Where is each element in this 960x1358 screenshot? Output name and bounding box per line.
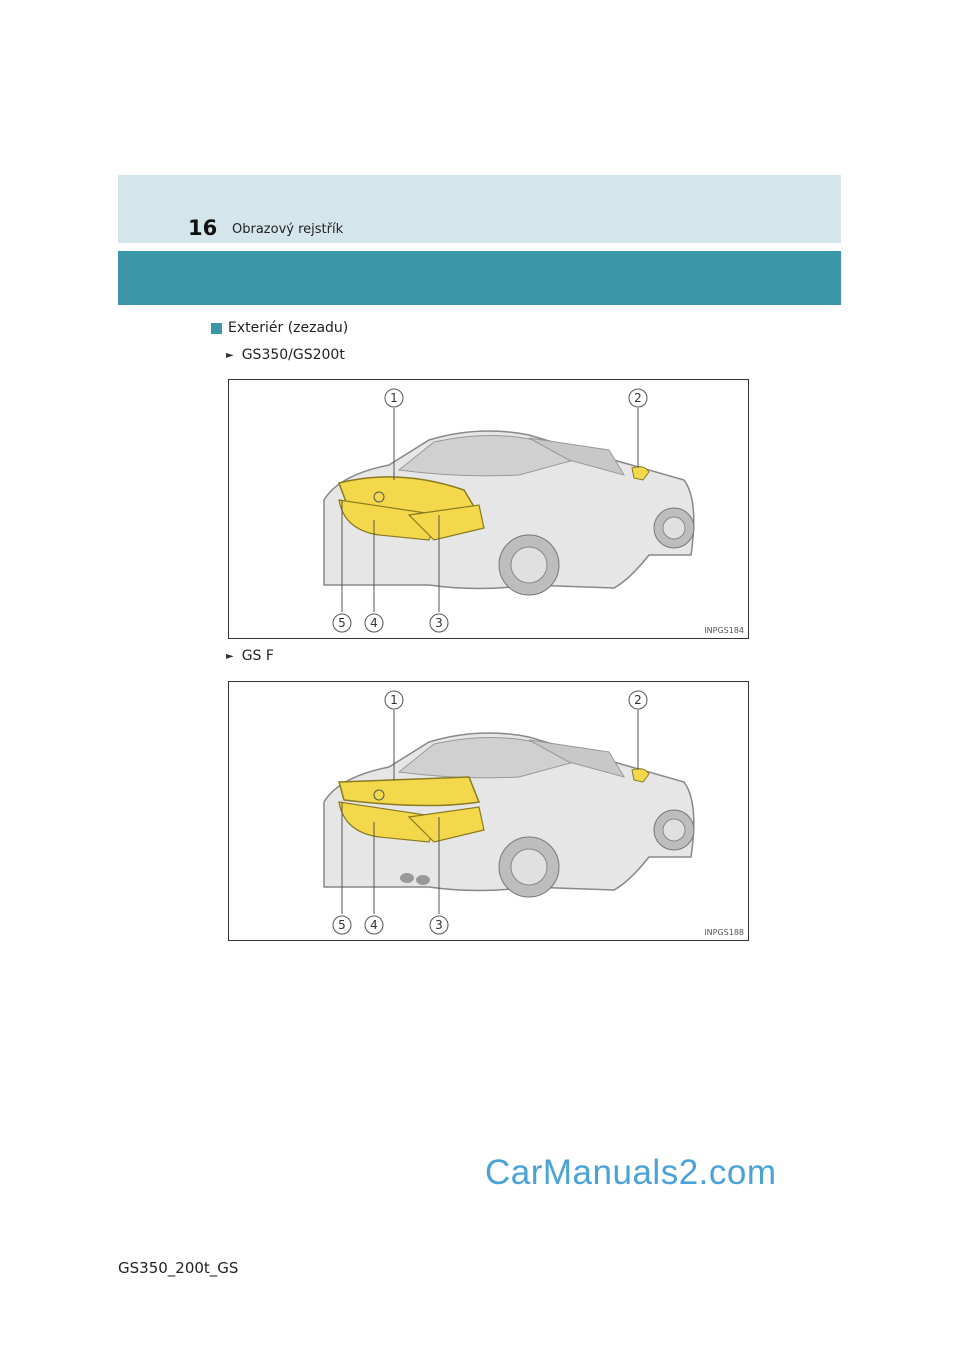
variant-label-2 <box>226 648 274 664</box>
svg-text:4: 4 <box>370 616 378 630</box>
svg-text:1: 1 <box>390 693 398 707</box>
footer-model-code: GS350_200t_GS <box>118 1259 239 1277</box>
svg-text:2: 2 <box>634 391 642 405</box>
figure-rear-exterior-1 <box>228 379 749 639</box>
callout-1 <box>385 691 403 709</box>
svg-text:3: 3 <box>435 616 443 630</box>
car-rear-illustration-1 <box>229 380 748 638</box>
subheading <box>211 320 348 336</box>
callout-3 <box>430 916 448 934</box>
callout-5 <box>333 916 351 934</box>
variant-label-text: GS350/GS200t <box>241 347 345 363</box>
header-band <box>118 175 841 243</box>
car-rear-illustration-2 <box>229 682 748 940</box>
svg-text:2: 2 <box>634 693 642 707</box>
callout-1 <box>385 389 403 407</box>
figure-code: INPGS188 <box>704 928 744 937</box>
arrow-bullet-icon: ► <box>226 349 234 361</box>
callout-2 <box>629 691 647 709</box>
svg-text:4: 4 <box>370 918 378 932</box>
callout-2 <box>629 389 647 407</box>
page-number: 16 <box>188 216 218 240</box>
svg-text:1: 1 <box>390 391 398 405</box>
callout-3 <box>430 614 448 632</box>
callout-5 <box>333 614 351 632</box>
callout-4 <box>365 916 383 934</box>
arrow-bullet-icon: ► <box>226 650 234 662</box>
square-bullet-icon <box>211 323 222 334</box>
svg-text:5: 5 <box>338 918 346 932</box>
callout-4 <box>365 614 383 632</box>
figure-code: INPGS184 <box>704 626 744 635</box>
chapter-bar <box>118 251 841 305</box>
svg-text:5: 5 <box>338 616 346 630</box>
section-title: Obrazový rejstřík <box>232 222 344 237</box>
watermark[interactable]: CarManuals2.com <box>485 1153 777 1192</box>
svg-text:3: 3 <box>435 918 443 932</box>
variant-label-1 <box>226 347 345 363</box>
subheading-text: Exteriér (zezadu) <box>228 320 349 336</box>
variant-label-text: GS F <box>241 648 274 664</box>
figure-rear-exterior-2 <box>228 681 749 941</box>
